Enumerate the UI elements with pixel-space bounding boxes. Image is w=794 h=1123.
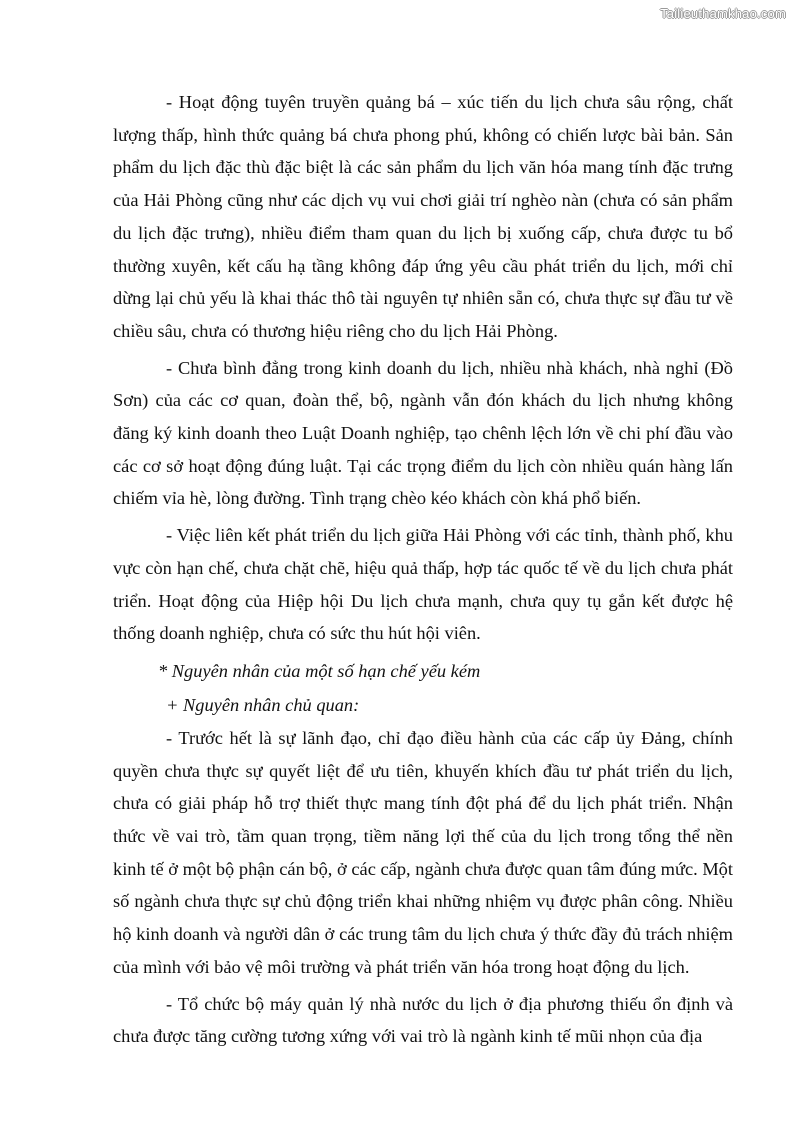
document-page	[113, 86, 733, 1057]
paragraph-cooperation: - Việc liên kết phát triển du lịch giữa Hải Phòng với các tỉnh, thành phố, khu vực còn hạn chế, chưa chặt chẽ, hiệu quả thấp, hợp tác quốc tế về du lịch chưa phát triển. Hoạt động của Hiệp hội Du lịch chưa mạnh, chưa quy tụ gắn kết được hệ thống doanh nghiệp, chưa có sức thu hút hội viên.	[113, 525, 733, 644]
paragraph-promotion: - Hoạt động tuyên truyền quảng bá – xúc tiến du lịch chưa sâu rộng, chất lượng thấp, hình thức quảng bá chưa phong phú, không có chiến lược bài bản. Sản phẩm du lịch đặc thù đặc biệt là các sản phẩm du lịch văn hóa mang tính đặc trưng của Hải Phòng cũng như các dịch vụ vui chơi giải trí nghèo nàn (chưa có sản phẩm du lịch đặc trưng), nhiều điểm tham quan du lịch bị xuống cấp, chưa được tu bổ thường xuyên, kết cấu hạ tầng không đáp ứng yêu cầu phát triển du lịch, mới chỉ dừng lại chủ yếu là khai thác thô tài nguyên tự nhiên sẵn có, chưa thực sự đầu tư về chiều sâu, chưa có thương hiệu riêng cho du lịch Hải Phòng.	[113, 92, 733, 341]
paragraph-organization: - Tổ chức bộ máy quản lý nhà nước du lịch ở địa phương thiếu ổn định và chưa được tăng cường tương xứng với vai trò là ngành kinh tế mũi nhọn của địa	[113, 993, 733, 1047]
paragraph-leadership: - Trước hết là sự lãnh đạo, chỉ đạo điều hành của các cấp ủy Đảng, chính quyền chưa thực sự quyết liệt để ưu tiên, khuyến khích đầu tư phát triển du lịch, chưa có giải pháp hỗ trợ thiết thực mang tính đột phá để du lịch phát triển. Nhận thức về vai trò, tầm quan trọng, tiềm năng lợi thế của du lịch trong tổng thể nền kinh tế ở một bộ phận cán bộ, ở các cấp, ngành chưa được quan tâm đúng mức. Một số ngành chưa thực sự chủ động triển khai những nhiệm vụ được phân công. Nhiều hộ kinh doanh và người dân ở các trung tâm du lịch chưa ý thức đầy đủ trách nhiệm của mình với bảo vệ môi trường và phát triển văn hóa trong hoạt động du lịch.	[113, 727, 733, 977]
heading-subjective-causes: + Nguyên nhân chủ quan:	[166, 694, 360, 715]
heading-causes: * Nguyên nhân của một số hạn chế yếu kém	[158, 660, 481, 681]
watermark: Tailieuthamkhao.com	[660, 6, 786, 21]
paragraph-business-equality: - Chưa bình đẳng trong kinh doanh du lịch, nhiều nhà khách, nhà nghỉ (Đồ Sơn) của các cơ quan, đoàn thể, bộ, ngành vẫn đón khách du lịch nhưng không đăng ký kinh doanh theo Luật Doanh nghiệp, tạo chênh lệch lớn về chi phí đầu vào các cơ sở hoạt động đúng luật. Tại các trọng điểm du lịch còn nhiều quán hàng lấn chiếm vỉa hè, lòng đường. Tình trạng chèo kéo khách còn khá phổ biến.	[113, 357, 733, 509]
